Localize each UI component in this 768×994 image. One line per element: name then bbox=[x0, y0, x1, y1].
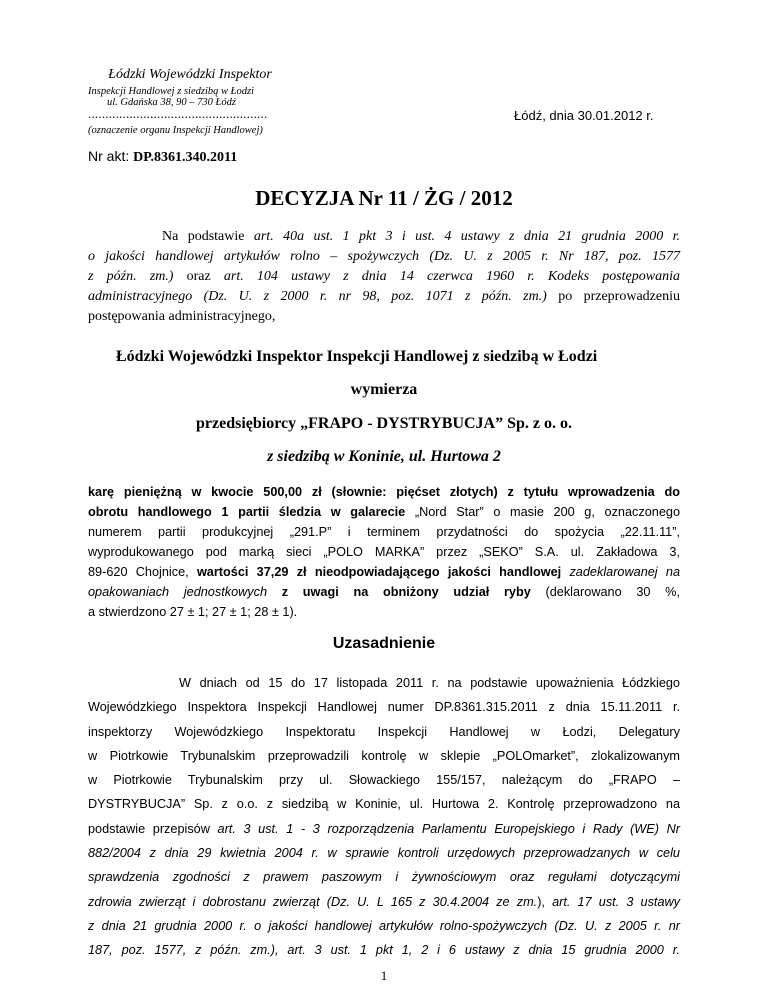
justification-line: w Piotrkowie Trybunalskim przeprowadzili kontrolę w sklepie „POLOmarket”, zlokalizowanym bbox=[88, 748, 680, 763]
penalty-line: numerem partii produkcyjnej „291.P” i terminem przydatności do spożycia „22.11.11”, bbox=[88, 525, 680, 539]
file-reference-label: Nr akt: bbox=[88, 148, 134, 164]
intro-text: po przeprowadzeniu bbox=[546, 289, 680, 304]
penalty-text: „Nord Star” o masie 200 g, oznaczonego bbox=[405, 505, 680, 519]
penalty-italic: zadeklarowanej na bbox=[561, 565, 681, 579]
intro-line bbox=[88, 267, 680, 287]
justification-heading: Uzasadnienie bbox=[332, 635, 436, 652]
justification-line: 187, poz. 1577, z późn. zm.), art. 3 ust. 1 pkt 1, 2 i 6 ustawy z dnia 15 grudnia 2000 r. bbox=[88, 943, 680, 958]
imposes-heading: wymierza bbox=[350, 381, 418, 398]
penalty-text: 89-620 Chojnice, bbox=[88, 565, 197, 579]
authority-full-name: Łódzki Wojewódzki Inspektor Inspekcji Handlowej z siedzibą w Łodzi bbox=[116, 348, 598, 365]
authority-note: (oznaczenie organu Inspekcji Handlowej) bbox=[88, 125, 263, 136]
justification-legal-ref: zdrowia zwierząt i dobrostanu zwierząt ( bbox=[88, 894, 331, 909]
intro-line bbox=[88, 227, 680, 247]
authority-sub2: ul. Gdańska 38, 90 – 730 Łódź bbox=[107, 97, 236, 108]
decision-title: DECYZJA Nr 11 / ŻG / 2012 bbox=[255, 186, 513, 210]
penalty-line bbox=[88, 582, 680, 602]
penalty-line: wyprodukowanego pod marką sieci „POLO MARKA” przez „SEKO” S.A. ul. Zakładowa 3, bbox=[88, 545, 680, 559]
penalty-bold: obrotu handlowego 1 partii śledzia w galarecie bbox=[88, 505, 406, 519]
justification-legal-ref: art. 17 ust. 3 ustawy bbox=[552, 894, 681, 909]
intro-legal-ref: art. 104 ustawy z dnia 14 czerwca 1960 r. Kodeks postępowania bbox=[223, 269, 680, 284]
intro-legal-ref: administracyjnego (Dz. U. z 2000 r. nr 98, poz. 1071 z późn. zm.) bbox=[88, 289, 547, 304]
penalty-italic: opakowaniach jednostkowych bbox=[88, 585, 268, 599]
intro-legal-ref: art. 40a ust. 1 pkt 3 i ust. 4 ustawy z dnia 21 grudnia 2000 r. bbox=[253, 229, 681, 244]
authority-sub1: Inspekcji Handlowej z siedzibą w Łodzi bbox=[88, 86, 254, 97]
justification-text: ), bbox=[537, 894, 553, 909]
penalty-line: a stwierdzono 27 ± 1; 27 ± 1; 28 ± 1). bbox=[88, 605, 298, 619]
signature-dots: .................................................... bbox=[88, 106, 268, 121]
authority-name: Łódzki Wojewódzki Inspektor bbox=[108, 67, 272, 82]
justification-line: 882/2004 z dnia 29 kwietnia 2004 r. w sprawie kontroli urzędowych przeprowadzanych w celu bbox=[88, 846, 680, 861]
justification-legal-ref: art. 3 ust. 1 - 3 rozporządzenia Parlamentu Europejskiego i Rady (WE) Nr bbox=[217, 821, 680, 836]
justification-line: sprawdzenia zgodności z prawem paszowym i żywnościowym oraz regułami dotyczącymi bbox=[88, 870, 680, 885]
entrepreneur-seat: z siedzibą w Koninie, ul. Hurtowa 2 bbox=[267, 448, 501, 465]
penalty-text: (deklarowano 30 %, bbox=[530, 585, 680, 599]
intro-text: oraz bbox=[173, 269, 224, 284]
penalty-bold: z uwagi na obniżony udział ryby bbox=[267, 585, 531, 599]
intro-legal-ref: z późn. zm.) bbox=[88, 269, 174, 284]
page-number: 1 bbox=[380, 968, 388, 983]
justification-line: z dnia 21 grudnia 2000 r. o jakości handlowej artykułów rolno-spożywczych (Dz. U. z 2005 r. nr bbox=[88, 918, 680, 933]
intro-line bbox=[88, 287, 680, 307]
file-reference-value: DP.8361.340.2011 bbox=[133, 150, 238, 165]
justification-line: W dniach od 15 do 17 listopada 2011 r. na podstawie upoważnienia Łódzkiego bbox=[179, 676, 680, 690]
authority-header bbox=[88, 66, 292, 83]
intro-line: postępowania administracyjnego, bbox=[88, 309, 276, 324]
penalty-paragraph bbox=[88, 482, 680, 622]
intro-line: o jakości handlowej artykułów rolno – spożywczych (Dz. U. z 2005 r. Nr 187, poz. 1577 bbox=[88, 249, 680, 264]
penalty-line bbox=[88, 562, 680, 582]
intro-text: Na podstawie bbox=[162, 229, 254, 244]
justification-text: podstawie przepisów bbox=[88, 821, 218, 836]
place-date: Łódź, dnia 30.01.2012 r. bbox=[514, 108, 654, 123]
penalty-line bbox=[88, 502, 680, 522]
justification-line: Wojewódzkiego Inspektora Inspekcji Handlowej numer DP.8361.315.2011 z dnia 15.11.2011 r. bbox=[88, 700, 680, 715]
penalty-line: karę pieniężną w kwocie 500,00 zł (słownie: pięćset złotych) z tytułu wprowadzenia do bbox=[88, 485, 680, 499]
justification-line: w Piotrkowie Trybunalskim przy ul. Słowackiego 155/157, należącym do „FRAPO – bbox=[88, 773, 680, 788]
penalty-bold: wartości 37,29 zł nieodpowiadającego jakości handlowej bbox=[196, 565, 562, 579]
justification-legal-ref: Dz. U. L 165 z 30.4.2004 ze zm. bbox=[330, 894, 538, 909]
intro-paragraph bbox=[88, 227, 680, 327]
justification-line bbox=[88, 817, 680, 841]
justification-line: DYSTRYBUCJA” Sp. z o.o. z siedzibą w Koninie, ul. Hurtowa 2. Kontrolę przeprowadzono na bbox=[88, 797, 680, 812]
justification-line: inspektorzy Wojewódzkiego Inspektoratu Inspekcji Handlowej w Łodzi, Delegatury bbox=[88, 724, 680, 739]
justification-paragraph bbox=[88, 671, 680, 963]
entrepreneur-name: przedsiębiorcy „FRAPO - DYSTRYBUCJA” Sp. z o. o. bbox=[195, 415, 573, 432]
justification-line bbox=[88, 890, 680, 914]
file-reference bbox=[88, 148, 237, 166]
